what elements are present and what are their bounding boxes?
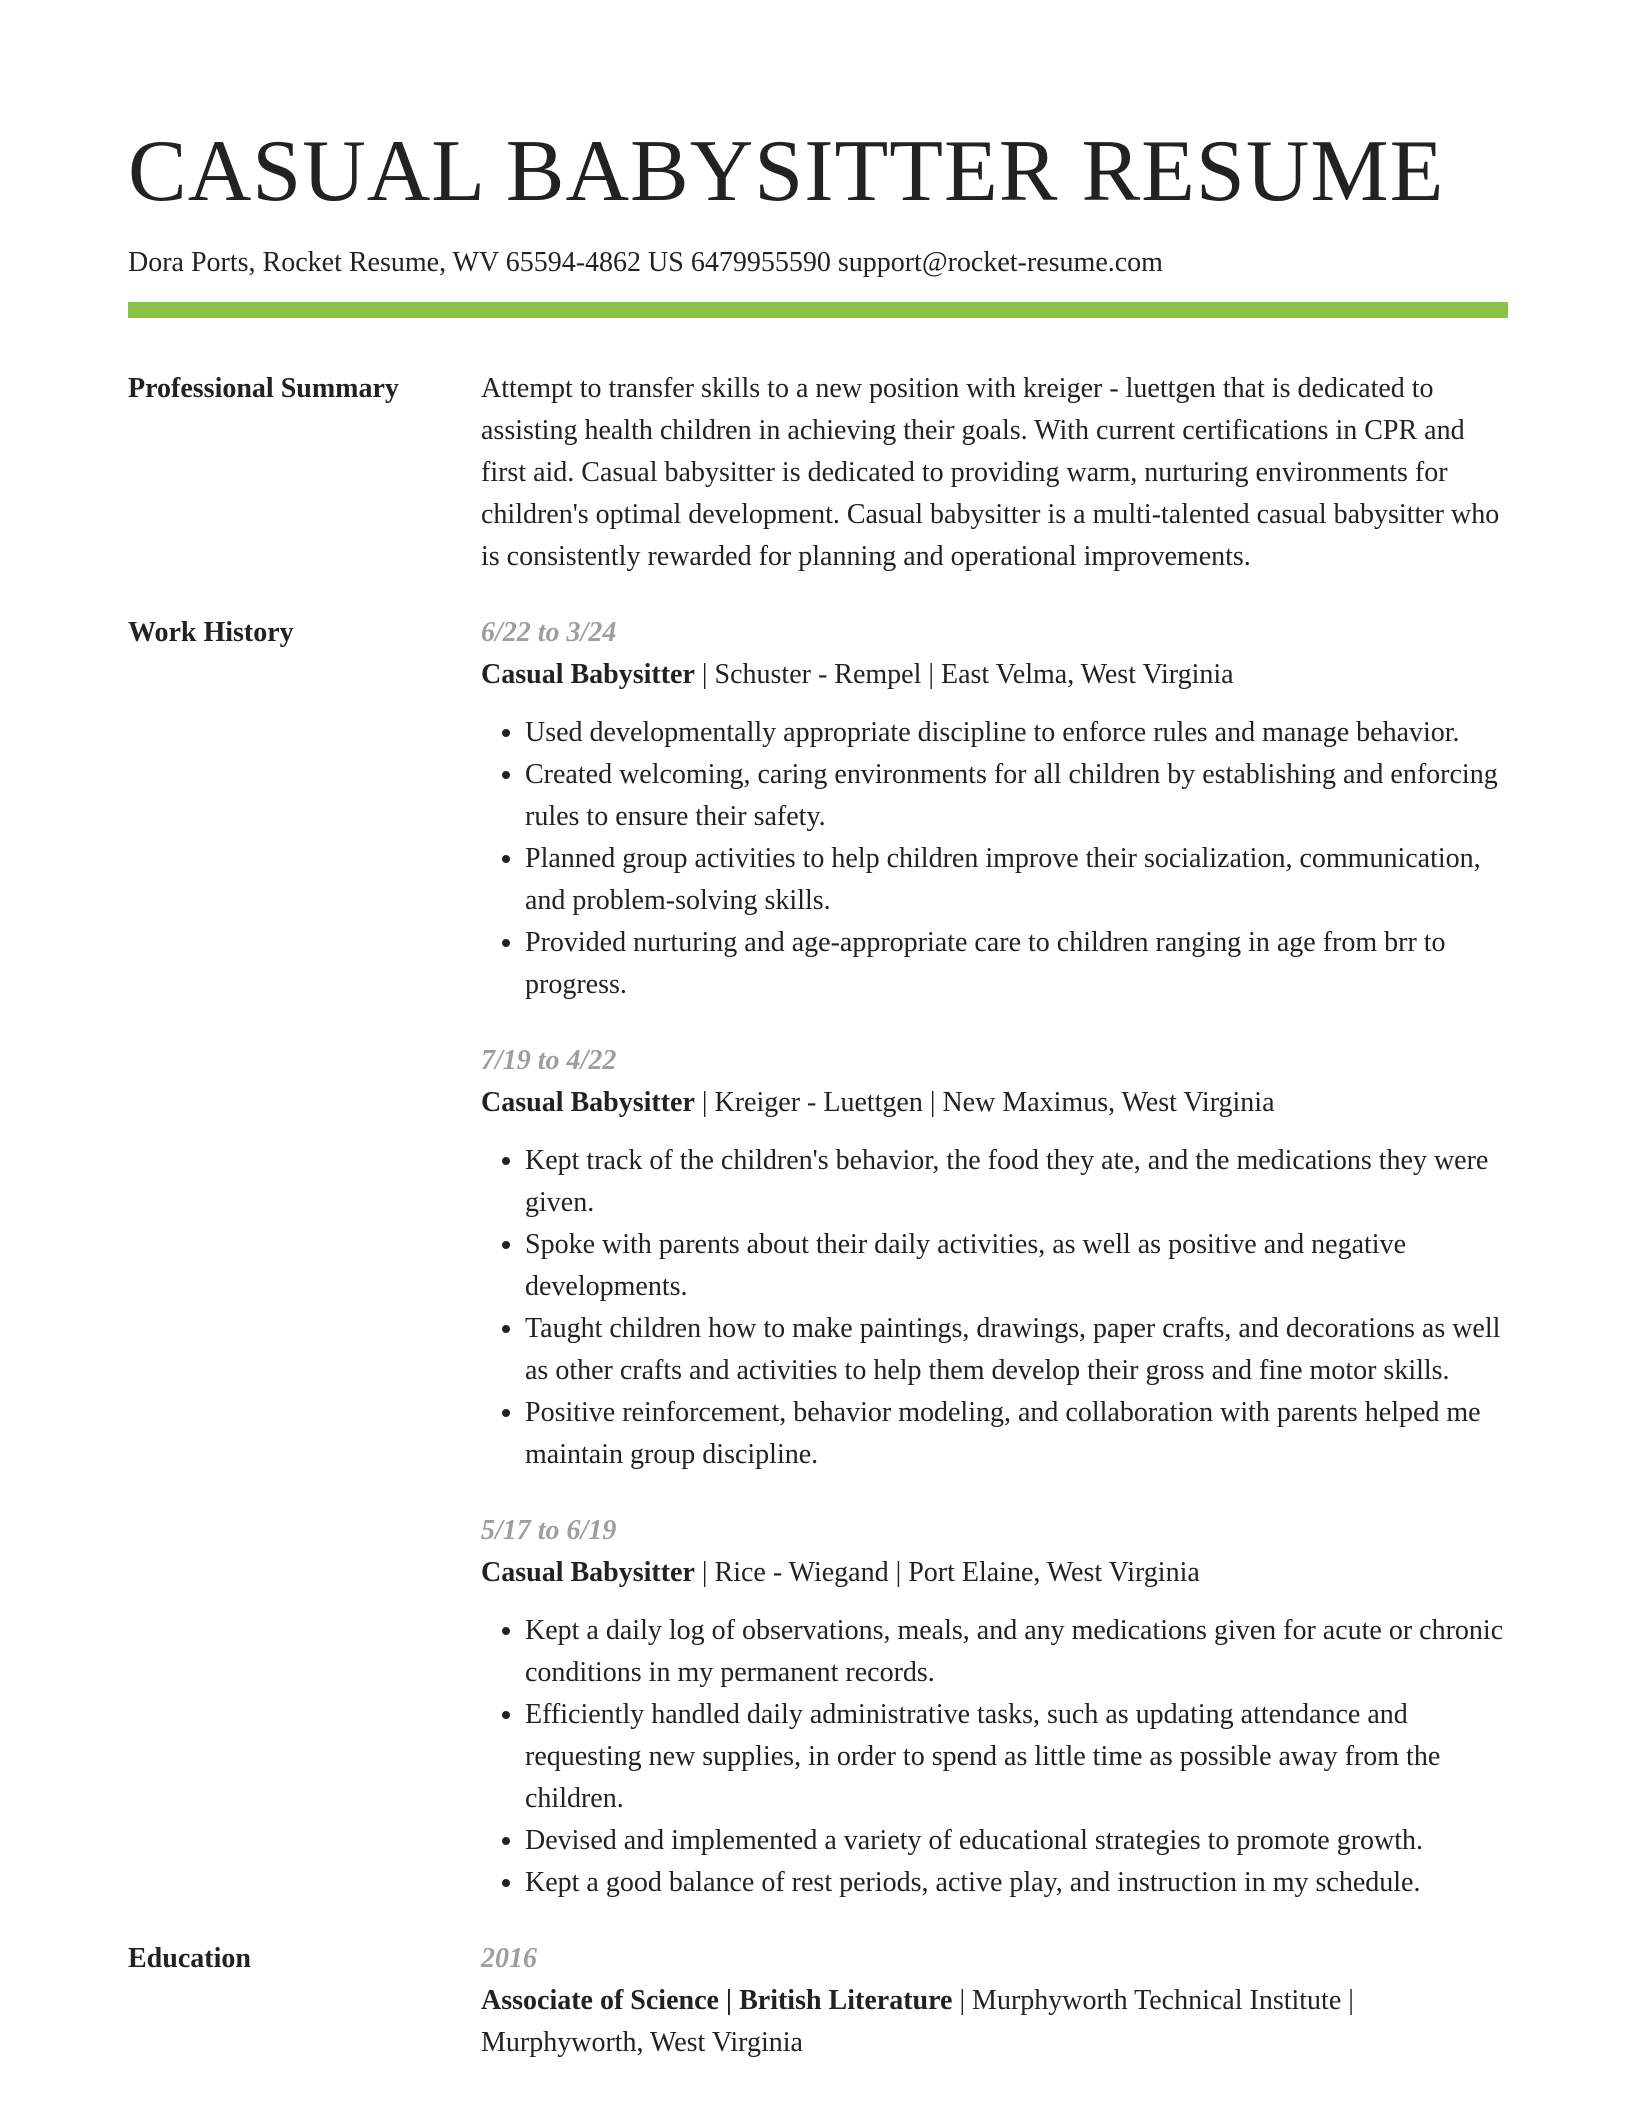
education-line [481,1980,1508,2064]
job-dates: 5/17 to 6/19 [481,1515,617,1546]
job-details: | Kreiger - Luettgen | New Maximus, West Virginia [694,1087,1275,1118]
job-bullet: • Kept a daily log of observations, meals, and any medications given for acute or chronic conditions in my permanent records. [525,1610,1508,1694]
education-degree: Associate of Science | British Literature [481,1985,953,2016]
job-bullet: • Created welcoming, caring environments for all children by establishing and enforcing rules to ensure their safety. [525,754,1508,838]
resume-title: CASUAL BABYSITTER RESUME [128,123,1445,220]
contact-line: Dora Ports, Rocket Resume, WV 65594-4862 US 6479955590 support@rocket-resume.com [128,247,1163,278]
work-history-body [481,612,1508,1904]
job-role-line [481,1552,1508,1594]
job-bullet: • Spoke with parents about their daily activities, as well as positive and negative developments. [525,1224,1508,1308]
job-role: Casual Babysitter [481,659,695,690]
summary-body [481,368,1508,578]
professional-summary-section [128,368,1508,578]
job-role: Casual Babysitter [481,1087,695,1118]
education-details: | Murphyworth Technical Institute | Murphyworth, West Virginia [481,1985,1354,2058]
job-bullets [481,712,1508,1006]
job-details: | Rice - Wiegand | Port Elaine, West Virginia [694,1557,1200,1588]
job-bullet: • Taught children how to make paintings, drawings, paper crafts, and decorations as well as other crafts and activities to help them develop their gross and fine motor skills. [525,1308,1508,1392]
education-section [128,1938,1508,2064]
job-dates: 7/19 to 4/22 [481,1045,617,1076]
job-role-line [481,1082,1508,1124]
job-entry [481,612,1508,1006]
job-bullet: • Used developmentally appropriate discipline to enforce rules and manage behavior. [525,712,1508,754]
job-role: Casual Babysitter [481,1557,695,1588]
job-entry [481,1040,1508,1476]
job-dates: 6/22 to 3/24 [481,617,617,648]
resume-page [128,0,1508,2064]
section-label-education: Education [128,1943,251,1974]
job-bullet: • Kept a good balance of rest periods, active play, and instruction in my schedule. [525,1862,1508,1904]
header-divider [128,302,1508,318]
job-bullet: • Efficiently handled daily administrative tasks, such as updating attendance and requesting new supplies, in order to spend as little time as possible away from the children. [525,1694,1508,1820]
job-details: | Schuster - Rempel | East Velma, West Virginia [694,659,1234,690]
job-bullet: • Planned group activities to help children improve their socialization, communication, and problem-solving skills. [525,838,1508,922]
job-bullets [481,1140,1508,1476]
job-entry [481,1510,1508,1904]
work-history-section [128,612,1508,1904]
job-bullet: • Devised and implemented a variety of educational strategies to promote growth. [525,1820,1508,1862]
education-year: 2016 [481,1943,537,1974]
section-label-work: Work History [128,617,294,648]
education-body [481,1938,1508,2064]
job-bullets [481,1610,1508,1904]
summary-text: Attempt to transfer skills to a new position with kreiger - luettgen that is dedicated to assisting health children in achieving their goals. With current certifications in CPR and first aid. Casual babysitter is dedicated to providing warm, nurturing environments for children's optimal development. Casual babysitter is a multi-talented casual babysitter who is consistently rewarded for planning and operational improvements. [481,373,1500,572]
section-label-summary: Professional Summary [128,373,399,404]
job-bullet: • Provided nurturing and age-appropriate care to children ranging in age from brr to progress. [525,922,1508,1006]
job-bullet: • Positive reinforcement, behavior modeling, and collaboration with parents helped me maintain group discipline. [525,1392,1508,1476]
job-role-line [481,654,1508,696]
job-bullet: • Kept track of the children's behavior, the food they ate, and the medications they were given. [525,1140,1508,1224]
